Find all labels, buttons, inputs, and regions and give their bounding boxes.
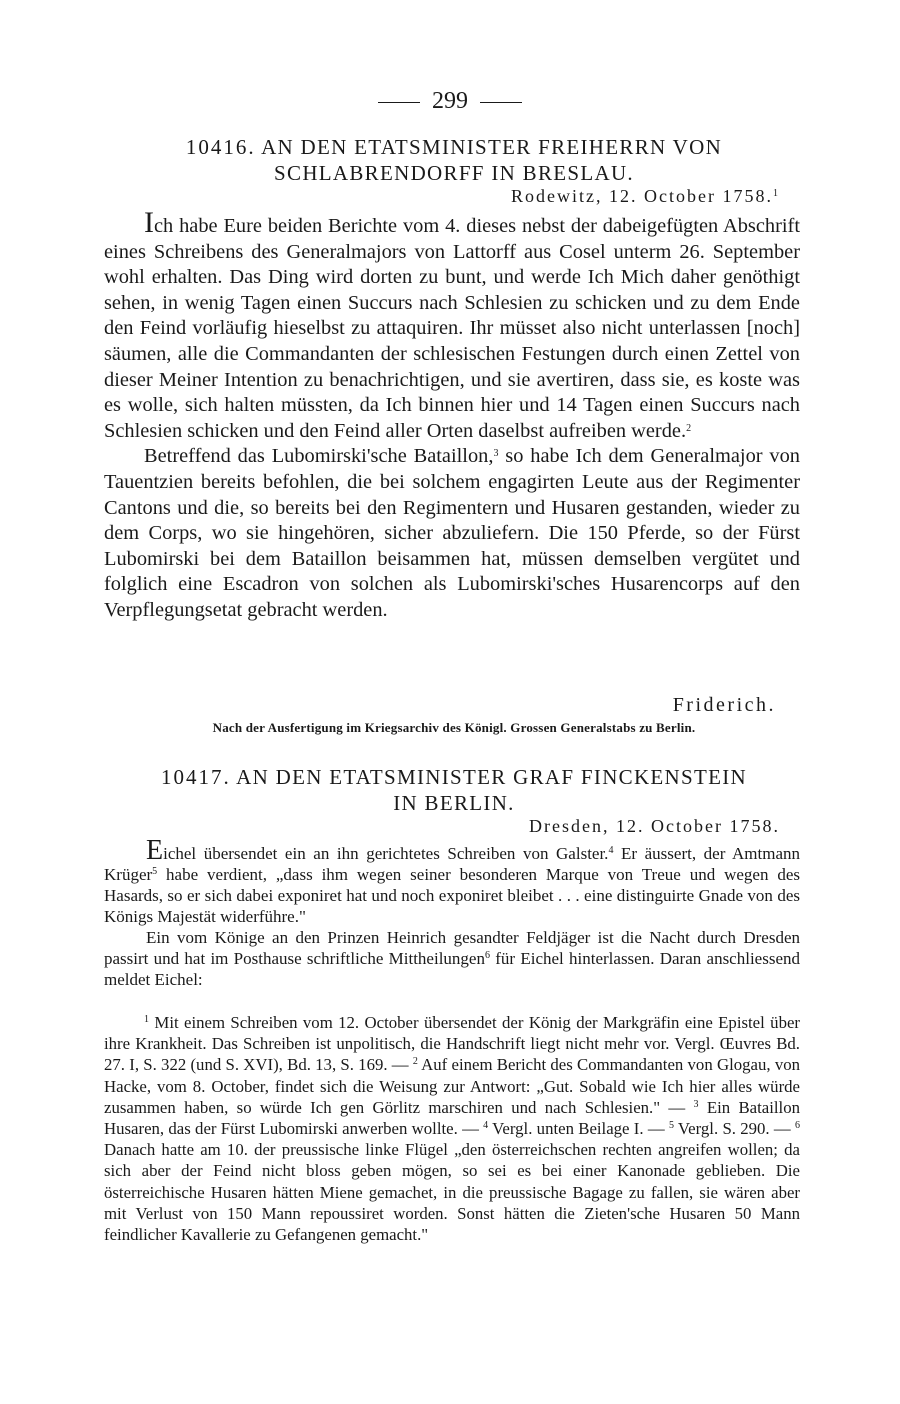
footnote-text: Vergl. S. 290. — xyxy=(673,1119,795,1139)
footnote-text: Ein Bataillon Husaren, das der Fürst Lubomirski anwerben wollte. — xyxy=(104,1097,800,1139)
footnote-marker: 6 xyxy=(795,1120,800,1132)
page-number xyxy=(0,88,900,115)
footnote-ref: 1 xyxy=(773,188,780,199)
letter-number: 10416. xyxy=(185,135,256,159)
footnote-text: Mit einem Schreiben vom 12. October übersendet der König der Markgräfin eine Epistel über ihre Krankheit. Das Schreiben ist unpolitisch, die Handschrift liegt nicht mehr vor. Vergl. Œuvres Bd. 27. I, S. 322 (und S. XVI), Bd. 13, S. 169. — xyxy=(104,1013,800,1075)
paragraph-text: für Eichel hinterlassen. Daran anschliessend meldet Eichel: xyxy=(104,949,801,989)
paragraph-text: Eichel übersendet ein an ihn gerichtetes Schreiben von Galster. xyxy=(146,835,609,866)
footnote-block xyxy=(104,1012,800,1245)
footnote-marker: 4 xyxy=(483,1120,489,1132)
footnote-marker: 5 xyxy=(668,1120,674,1132)
letter-body-10417 xyxy=(104,835,801,990)
letter-heading-10417 xyxy=(104,764,804,816)
page-number-text: 299 xyxy=(432,88,468,114)
heading-line-2: IN BERLIN. xyxy=(393,791,515,815)
heading-title-1: AN DEN ETATSMINISTER FREIHERRN VON xyxy=(261,135,723,159)
heading-line-2: SCHLABRENDORFF IN BRESLAU. xyxy=(274,161,634,185)
rule-right xyxy=(480,102,522,103)
paragraph-text: so habe Ich dem Generalmajor von Tauentzien bereits befohlen, die bei solchem engagirten Leute aus der Regimenter Cantons und die, so bereits bei den Regimentern und Husaren gestanden, wieder zu dem Corps, wo sie hingehören, sicher abzuliefern. Die 150 Pferde, so der Fürst Lubomirski bei dem Bataillon beisammen hat, müssen demselben vergütet und folglich eine Escadron von solchen als Lubomirski'sches Husarencorps auf den Verpflegungsetat gebracht werden. xyxy=(104,445,800,621)
paragraph-text: Er äussert, der Amtmann Krüger xyxy=(104,844,801,884)
rule-left xyxy=(378,102,420,103)
source-note: Nach der Ausfertigung im Kriegsarchiv des Königl. Grossen Generalstabs zu Berlin. xyxy=(212,720,696,735)
letter-body-10416 xyxy=(104,206,800,624)
footnote-text: Vergl. unten Beilage I. — xyxy=(488,1119,669,1139)
footnote-ref: 4 xyxy=(608,845,614,856)
letter-date: Dresden, 12. October 1758. xyxy=(529,816,780,836)
paragraph xyxy=(104,206,800,444)
date-text: Rodewitz, 12. October 1758. xyxy=(511,186,773,206)
paragraph xyxy=(104,444,800,623)
heading-line-1 xyxy=(104,764,804,790)
footnote-ref: 6 xyxy=(484,950,490,961)
paragraph-text: Betreffend das Lubomirski'sche Bataillon, xyxy=(144,445,494,468)
footnote-text: Auf einem Bericht des Commandanten von Glogau, von Hacke, vom 8. October, findet sich die Weisung zur Antwort: „Gut. Sobald wie Ich hier alles würde zusammen haben, so würde Ich gen Görlitz marschiren und nach Schlesien." — xyxy=(104,1055,800,1117)
letter-date xyxy=(511,186,780,207)
footnote-marker: 3 xyxy=(693,1098,699,1110)
footnote-marker: 1 xyxy=(144,1014,149,1025)
footnotes xyxy=(104,1012,800,1245)
paragraph-text: habe verdient, „dass ihm wegen seiner besonderen Marque von Treue und wegen des Hasards, so er sich dabei exponiret hat und noch exponiret bleibet . . . eine distinguirte Gnade von des Königs Majestät widerführe." xyxy=(104,865,800,926)
letter-heading-10416 xyxy=(104,134,804,186)
heading-line-1 xyxy=(104,134,804,160)
signature: Friderich. xyxy=(672,694,776,716)
footnote-text: Danach hatte am 10. der preussische linke Flügel „den österreichschen rechten angreifen wollen; da sich aber der Feind nicht bloss geben mögen, so sei es bei einer Kanonade geblieben. Die österreichische Husaren hätten Miene gemachet, in die preussische Bagage zu fallen, sie wären aber mit Verlust von 150 Mann repoussiret worden. Sonst hätten die Zieten'sche Husaren 50 Mann feindlicher Kavallerie zu Gefangenen gemacht." xyxy=(104,1140,800,1245)
letter-number: 10417. xyxy=(160,765,231,789)
paragraph-text: Ein vom Könige an den Prinzen Heinrich gesandter Feldjäger ist die Nacht durch Dresden passirt und hat im Posthause schriftliche Mittheilungen xyxy=(104,928,800,968)
footnote-ref: 3 xyxy=(493,448,499,460)
paragraph-text: Ich habe Eure beiden Berichte vom 4. dieses nebst der dabeigefügten Abschrift eines Schreibens des Generalmajors von Lattorff aus Cosel unterm 26. September wohl erhalten. Das Ding wird dorten zu bunt, und werde Ich Mich daher genöthigt sehen, in wenig Tagen einen Succurs nach Schlesien zu schicken und zu dem Ende den Feind vorläufig hieselbst zu attaquiren. Ihr müsset also nicht unterlassen [noch] säumen, alle die Commandanten der schlesischen Festungen durch einen Zettel von dieser Meiner Intention zu benachrichtigen, und sie avertiren, dass sie, es koste was es wolle, sich halten müssten, da Ich binnen hier und 14 Tagen einen Succurs nach Schlesien schicken und den Feind aller Orten daselbst aufreiben werde. xyxy=(104,206,800,442)
footnote-ref: 2 xyxy=(686,422,692,434)
paragraph xyxy=(104,927,800,990)
heading-title-1: AN DEN ETATSMINISTER GRAF FINCKENSTEIN xyxy=(236,765,748,789)
footnote-ref: 5 xyxy=(152,866,158,877)
footnote-marker: 2 xyxy=(412,1056,418,1068)
paragraph xyxy=(104,835,801,927)
